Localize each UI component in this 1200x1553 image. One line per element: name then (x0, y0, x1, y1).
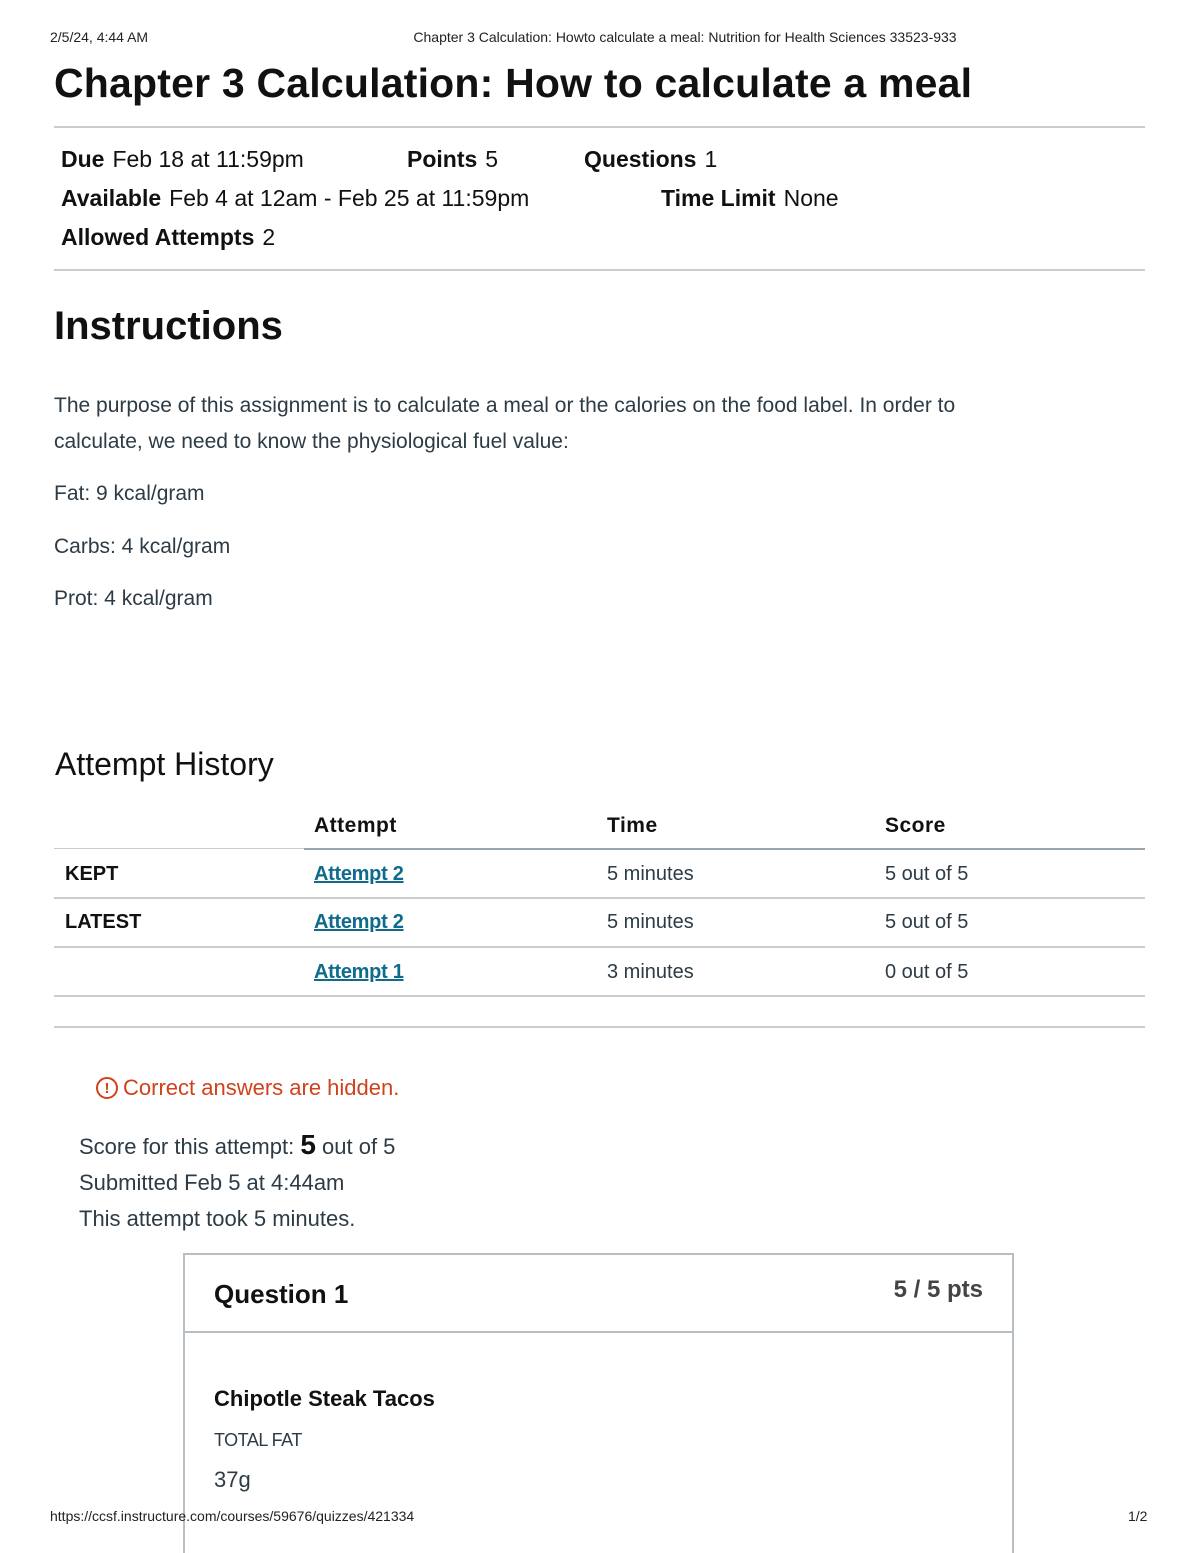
attempt-score: 5 out of 5 (885, 911, 969, 933)
available-info (61, 185, 529, 212)
instructions-line-1: The purpose of this assignment is to calculate a meal or the calories on the food label. In order to (54, 394, 956, 417)
attempt-link[interactable]: Attempt 2 (314, 911, 404, 933)
fuel-value-carbs: Carbs: 4 kcal/gram (54, 535, 231, 558)
question-title: Question 1 (214, 1279, 349, 1309)
row-divider (54, 897, 1145, 899)
page-title: Chapter 3 Calculation: How to calculate a meal (54, 60, 973, 106)
attempt-link[interactable]: Attempt 2 (314, 863, 404, 885)
attempt-history-heading: Attempt History (55, 746, 274, 782)
attempt-time: 5 minutes (607, 911, 694, 933)
time-limit-info (661, 185, 839, 212)
print-page-number: 1/2 (1128, 1508, 1148, 1524)
question-points: 5 / 5 pts (893, 1276, 983, 1303)
row-divider (54, 995, 1145, 997)
due-label: Due (61, 146, 105, 172)
points-info (407, 146, 498, 173)
attempt-link[interactable]: Attempt 1 (314, 961, 404, 983)
attempt-time: 3 minutes (607, 961, 694, 983)
questions-info (584, 146, 717, 173)
print-header (0, 29, 1200, 49)
question-header (185, 1255, 1012, 1333)
available-label: Available (61, 185, 162, 211)
attempts-value: 2 (262, 224, 276, 250)
attempt-duration: This attempt took 5 minutes. (79, 1206, 356, 1231)
print-url: https://ccsf.instructure.com/courses/59676/quizzes/421334 (50, 1508, 415, 1524)
result-divider (54, 1026, 1145, 1028)
points-value: 5 (485, 146, 499, 172)
attempt-score: 0 out of 5 (885, 961, 969, 983)
table-header-divider-left (54, 848, 304, 849)
submitted-time: Submitted Feb 5 at 4:44am (79, 1170, 345, 1195)
score-value: 5 (300, 1129, 316, 1160)
attempts-label: Allowed Attempts (61, 224, 255, 250)
row-divider (54, 946, 1145, 948)
attempts-info (61, 224, 275, 251)
correct-answers-hidden-notice (96, 1075, 399, 1101)
due-value: Feb 18 at 11:59pm (112, 146, 304, 172)
table-header-divider (304, 848, 1145, 850)
fuel-value-fat: Fat: 9 kcal/gram (54, 482, 205, 505)
attempt-score-line (79, 1129, 395, 1161)
meta-divider (54, 269, 1145, 271)
points-label: Points (407, 146, 478, 172)
instructions-line-2: calculate, we need to know the physiological fuel value: (54, 430, 569, 453)
time-limit-value: None (783, 185, 839, 211)
attempt-score: 5 out of 5 (885, 863, 969, 885)
instructions-heading: Instructions (54, 304, 283, 348)
warning-icon: ! (96, 1077, 118, 1099)
questions-label: Questions (584, 146, 697, 172)
row-label: KEPT (65, 863, 119, 885)
score-prefix: Score for this attempt: (79, 1134, 295, 1159)
column-header-time: Time (607, 814, 658, 837)
warning-text: Correct answers are hidden. (123, 1075, 400, 1100)
time-limit-label: Time Limit (661, 185, 776, 211)
print-datetime: 2/5/24, 4:44 AM (50, 29, 149, 45)
row-label: LATEST (65, 911, 142, 933)
column-header-score: Score (885, 814, 946, 837)
available-value: Feb 4 at 12am - Feb 25 at 11:59pm (169, 185, 530, 211)
title-divider (54, 126, 1145, 128)
due-info (61, 146, 304, 173)
attempt-time: 5 minutes (607, 863, 694, 885)
questions-value: 1 (704, 146, 718, 172)
question-body-label: TOTAL FAT (214, 1430, 302, 1450)
score-suffix: out of 5 (322, 1134, 396, 1159)
question-body-title: Chipotle Steak Tacos (214, 1386, 435, 1411)
fuel-value-prot: Prot: 4 kcal/gram (54, 587, 213, 610)
question-body-value: 37g (214, 1467, 251, 1492)
print-doc-title: Chapter 3 Calculation: Howto calculate a meal: Nutrition for Health Sciences 33523-933 (413, 29, 957, 45)
column-header-attempt: Attempt (314, 814, 397, 837)
